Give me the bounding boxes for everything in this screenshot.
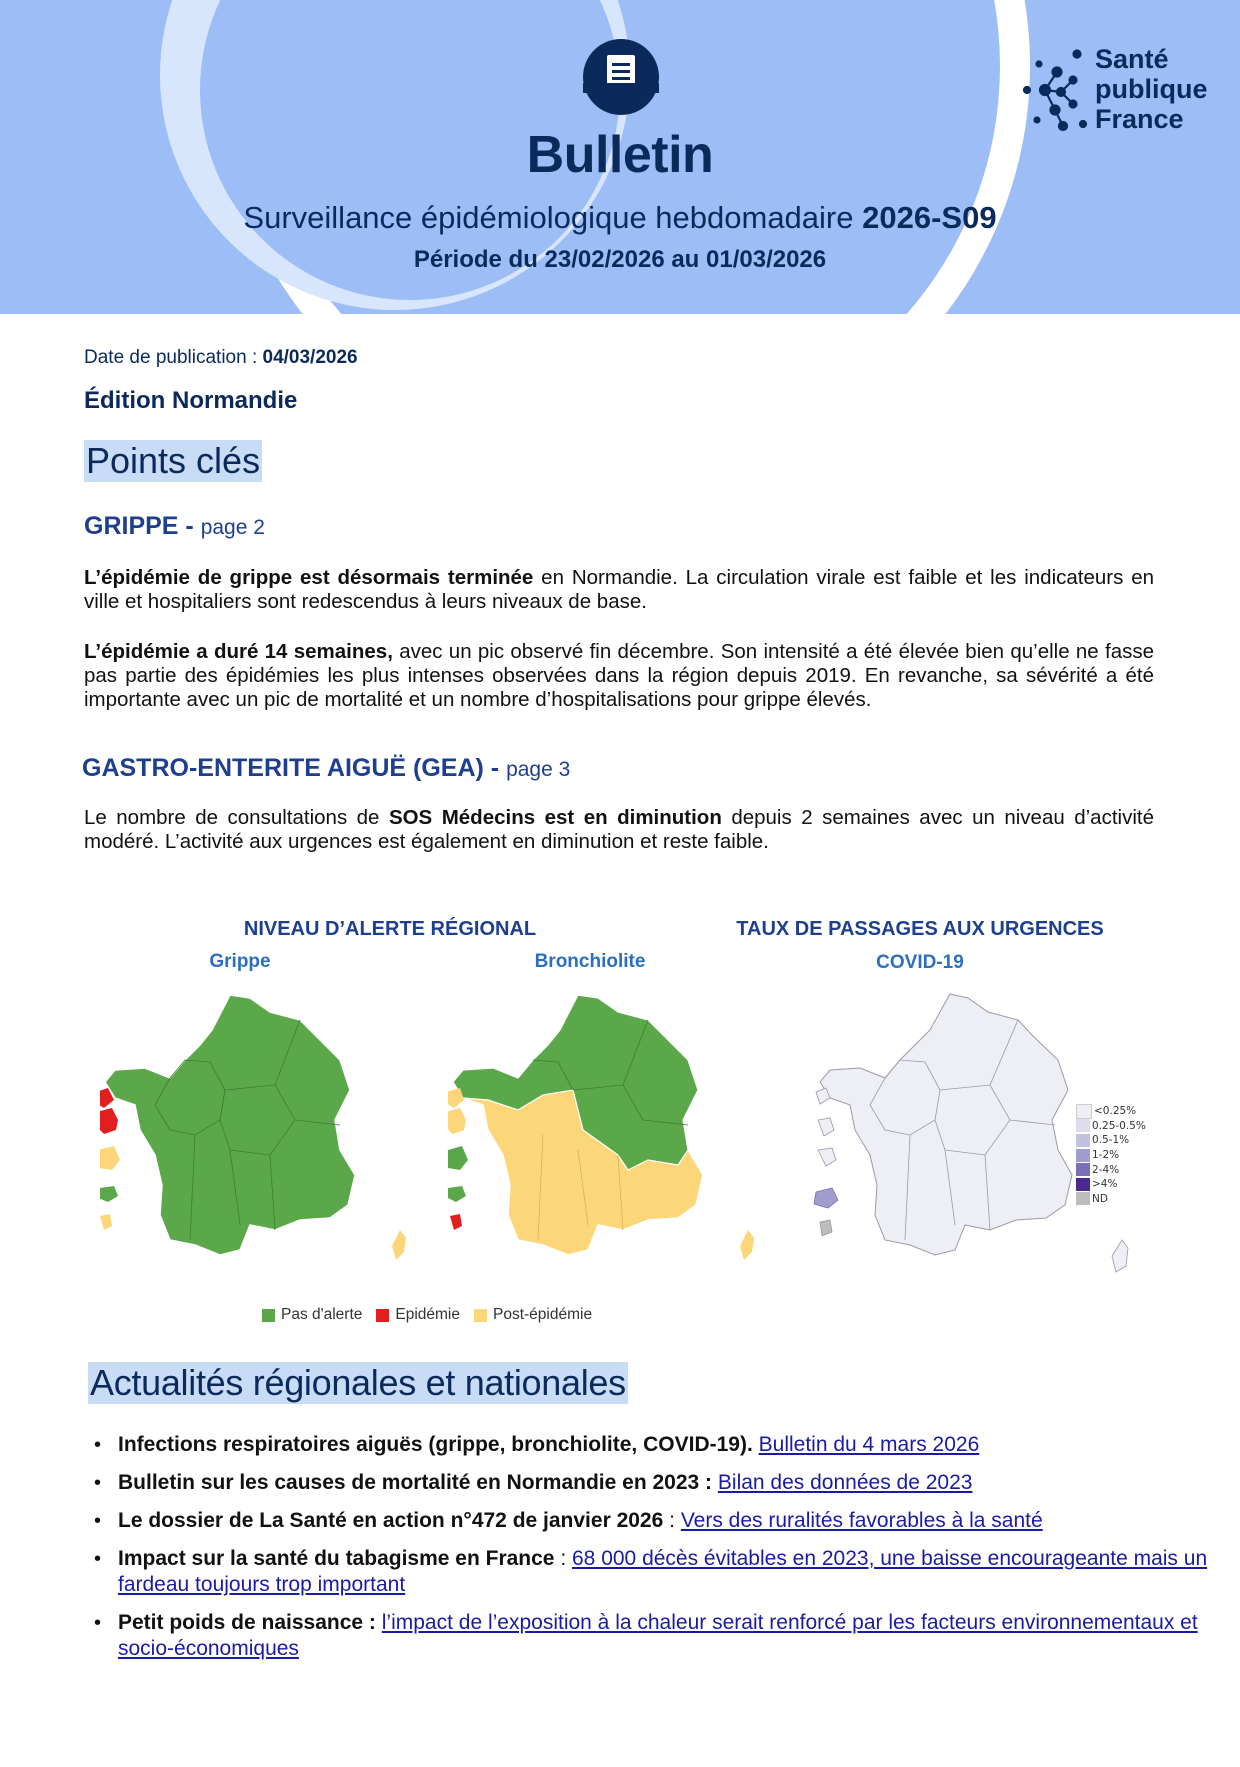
news-link[interactable]: l’impact de l’exposition à la chaleur serait renforcé par les facteurs environnementaux et socio-économiques bbox=[118, 1611, 1198, 1660]
bulletin-period: Période du 23/02/2026 au 01/03/2026 bbox=[413, 246, 827, 273]
header-banner bbox=[0, 0, 1240, 314]
bulletin-week: 2026-S09 bbox=[862, 200, 997, 235]
covid-map-label: COVID-19 bbox=[876, 952, 964, 973]
grippe-paragraph-2: L’épidémie a duré 14 semaines, avec un pic observé fin décembre. Son intensité a été élevée bien qu’elle ne fasse pas partie des épidémies les plus intenses observées dans la région depuis 2019. En revanche, sa sévérité a été importante avec un pic de mortalité et un nombre d’hospitalisations pour grippe élevés. bbox=[84, 640, 1154, 711]
overseas-territories bbox=[100, 1088, 120, 1230]
alert-map-heading: NIVEAU D’ALERTE RÉGIONAL bbox=[243, 918, 537, 940]
news-heading: Actualités régionales et nationales bbox=[90, 1362, 626, 1403]
publication-date: Date de publication : 04/03/2026 bbox=[84, 347, 358, 368]
logo-text: Santé publique France bbox=[1095, 44, 1208, 134]
news-link[interactable]: Bulletin du 4 mars 2026 bbox=[758, 1433, 980, 1456]
list-item: • Bulletin sur les causes de mortalité en Normandie en 2023 : Bilan des données de 2023 bbox=[118, 1470, 1218, 1496]
edition-label: Édition Normandie bbox=[84, 387, 298, 414]
list-item: • Impact sur la santé du tabagisme en France : 68 000 décès évitables en 2023, une baisse encourageante mais un fardeau toujours trop important bbox=[118, 1546, 1218, 1598]
grippe-alert-map bbox=[100, 990, 410, 1270]
bronchiolite-map-label: Bronchiolite bbox=[534, 951, 646, 972]
bulletin-title: Bulletin bbox=[526, 126, 714, 184]
news-link[interactable]: Vers des ruralités favorables à la santé bbox=[680, 1509, 1043, 1532]
bronchiolite-alert-map bbox=[448, 990, 758, 1270]
list-item: • Le dossier de La Santé en action n°472 de janvier 2026 : Vers des ruralités favorables à la santé bbox=[118, 1508, 1218, 1534]
urgences-map-heading: TAUX DE PASSAGES AUX URGENCES bbox=[736, 918, 1104, 940]
grippe-page-ref: page 2 bbox=[200, 516, 265, 539]
sante-publique-france-logo bbox=[1015, 42, 1225, 152]
network-dots-icon bbox=[1015, 42, 1095, 142]
document-icon bbox=[583, 39, 659, 115]
list-item: • Infections respiratoires aiguës (grippe, bronchiolite, COVID-19). Bulletin du 4 mars 2026 bbox=[118, 1432, 1218, 1458]
grippe-map-label: Grippe bbox=[209, 951, 271, 972]
bulletin-subtitle: Surveillance épidémiologique hebdomadaire 2026-S09 bbox=[243, 200, 997, 235]
covid-map-legend: <0.25% 0.25-0.5% 0.5-1% 1-2% 2-4% >4% ND bbox=[1076, 1104, 1146, 1206]
list-item: • Petit poids de naissance : l’impact de l’exposition à la chaleur serait renforcé par les facteurs environnementaux et socio-économiques bbox=[118, 1610, 1218, 1662]
gea-paragraph: Le nombre de consultations de SOS Médecins est en diminution depuis 2 semaines avec un niveau d’activité modéré. L’activité aux urgences est également en diminution et reste faible. bbox=[84, 806, 1154, 853]
gea-heading: GASTRO-ENTERITE AIGUË (GEA) - page 3 bbox=[82, 754, 571, 782]
alert-map-legend: Pas d'alerte Epidémie Post-épidémie bbox=[262, 1306, 606, 1324]
news-link[interactable]: Bilan des données de 2023 bbox=[717, 1471, 973, 1494]
key-points-heading: Points clés bbox=[86, 440, 261, 481]
gea-page-ref: page 3 bbox=[506, 758, 571, 781]
news-link[interactable]: 68 000 décès évitables en 2023, une baisse encourageante mais un fardeau toujours trop important bbox=[118, 1547, 1208, 1596]
news-list bbox=[88, 1432, 1218, 1674]
grippe-heading: GRIPPE - page 2 bbox=[84, 512, 265, 540]
grippe-paragraph-1: L’épidémie de grippe est désormais terminée en Normandie. La circulation virale est faible et les indicateurs en ville et hospitaliers sont redescendus à leurs niveaux de base. bbox=[84, 566, 1154, 613]
